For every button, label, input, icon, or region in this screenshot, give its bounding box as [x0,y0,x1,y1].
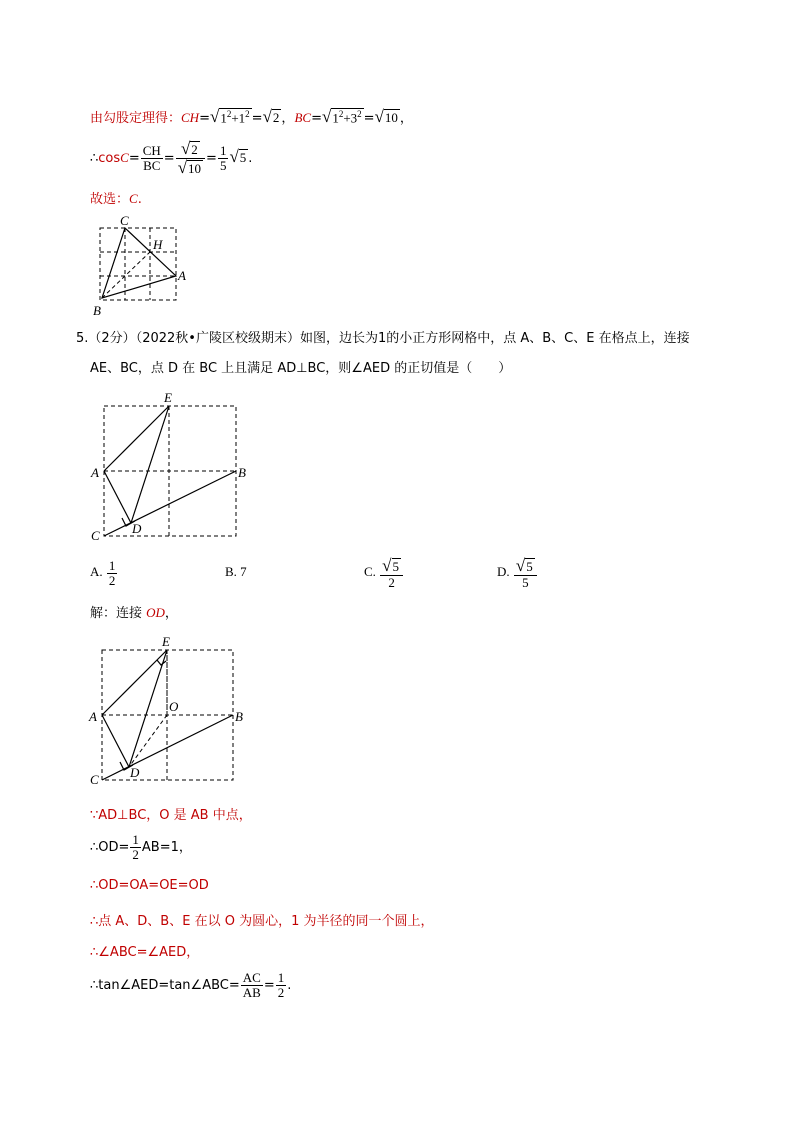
frac-denominator: 2 [388,574,395,590]
label-e: E [164,390,172,405]
label-b: B [235,709,243,724]
square-exp: 2 [357,108,362,119]
root-sign: √ [209,107,220,126]
answer-suffix: . [137,192,142,207]
cos-var: C [120,150,129,165]
option-c-label: C. [364,564,376,579]
plus-sign: + [231,110,239,125]
equals-sign: = [163,151,175,166]
solution-line-6 [90,966,291,1006]
period: . [248,151,253,166]
bc-result: 10 [384,110,398,125]
ch-term-1: 1 [220,110,227,125]
pythag-prefix: 由勾股定理得： [90,111,182,126]
frac-numerator: 1 [132,832,139,848]
frac-denominator: √10 [177,158,202,177]
one-fifth [218,144,229,172]
frac-denominator: 2 [132,847,139,862]
root-sign: √ [321,107,332,126]
option-c[interactable] [364,554,404,590]
label-d: D [132,521,142,536]
label-c: C [90,772,99,787]
label-d: D [130,765,140,780]
option-d-fraction [514,557,537,589]
frac-numerator: AC [242,970,261,986]
square-exp: 2 [338,108,344,119]
ac-over-ab [241,971,263,999]
period: . [287,978,292,993]
one-half [276,971,287,999]
root-fraction [176,140,205,177]
ch-radicand [219,108,251,126]
solution-line-4: ∴点 A、D、B、E 在以 O 为圆心，1 为半径的同一个圆上， [90,914,434,929]
label-a: A [91,465,99,480]
frac-numerator: √5 [380,557,403,576]
option-b-value: 7 [240,564,247,579]
solution-line-2 [90,828,192,868]
option-d[interactable] [497,554,538,590]
pythagorean-line [90,104,413,132]
question-source: （2022秋•广陵区校级期末） [135,331,300,346]
option-a[interactable] [90,554,118,590]
solution-line-1: ∵AD⊥BC，O 是 AB 中点， [90,808,252,823]
square-exp: 2 [245,108,250,119]
frac-numerator: 1 [277,970,285,986]
bc-radicand [331,108,363,126]
prev-answer [90,188,142,207]
label-c: C [120,213,129,228]
frac-denominator: 5 [219,158,227,173]
question-line-2 [90,357,511,376]
one-half [130,833,141,861]
ch-over-bc [141,144,163,172]
label-h: H [153,237,163,252]
frac-numerator: √5 [514,557,537,576]
question-score: （2分） [88,331,136,346]
equals-sign: = [251,111,263,126]
solution-intro-var: OD [146,605,165,620]
cos-line [90,137,252,179]
equals-sign: = [363,111,375,126]
solution-intro [90,602,178,621]
label-o: O [169,699,179,714]
answer-value: C [129,191,138,206]
ch-var: CH [181,110,200,125]
frac-numerator: √2 [176,140,205,159]
solution-line-3: ∴OD=OA=OE=OD [90,878,209,893]
comma: ， [281,111,295,126]
label-a: A [89,709,97,724]
question-text-2: AE、BC，点 D 在 BC 上且满足 AD⊥BC，则∠AED 的正切值是（ ） [90,361,512,376]
label-a: A [178,268,186,283]
frac-numerator: CH [142,143,161,159]
question-text-1: 如图，边长为1的小正方形网格中，点 A、B、C、E 在格点上，连接 [299,331,690,346]
cos-label: cos [98,151,121,166]
prev-figure [88,212,188,317]
question-number: 5. [76,331,89,346]
solution-figure [86,634,256,789]
frac-denominator: 5 [522,574,529,590]
solution-line-5: ∴∠ABC=∠AED， [90,945,200,960]
solution-intro-suffix: ， [164,606,178,621]
equals-sign: = [206,151,217,166]
label-c: C [91,528,100,543]
ch-result: 2 [272,110,280,125]
option-a-fraction [107,559,118,587]
option-d-label: D. [497,564,510,579]
bc-var: BC [294,110,312,125]
line6-prefix: ∴tan∠AED=tan∠ABC= [90,978,240,993]
frac-numerator: 1 [108,557,116,573]
solution-intro-prefix: 解：连接 [90,606,147,621]
comma: ， [399,111,413,126]
line2-prefix: ∴OD= [90,840,130,855]
question-figure [88,390,248,545]
frac-denominator: BC [143,158,161,173]
option-b-label: B. [225,564,237,579]
bc-term-2: 3 [350,110,358,125]
option-c-fraction [380,557,403,589]
plus-sign: + [343,110,351,125]
label-e: E [162,634,170,649]
frac-denominator: 2 [277,985,285,1000]
square-exp: 2 [226,108,232,119]
bc-term-1: 1 [332,110,339,125]
answer-prefix: 故选： [90,192,130,207]
question-line-1 [76,327,690,346]
root-sign: √ [229,147,239,166]
equals-sign: = [263,978,275,993]
option-a-label: A. [90,564,103,579]
frac-denominator: 2 [108,572,116,588]
equals-sign: = [311,111,322,126]
option-b[interactable] [225,554,247,590]
root-sign: √ [374,107,384,126]
frac-numerator: 1 [219,143,227,159]
label-b: B [93,303,101,318]
therefore-sign: ∴ [90,151,99,166]
line2-suffix: AB=1， [141,840,192,855]
equals-sign: = [199,111,210,126]
root-sign: √ [262,107,272,126]
frac-denominator: AB [242,985,261,1000]
label-b: B [238,465,246,480]
equals-sign: = [128,151,140,166]
root-5: 5 [239,150,247,165]
ch-term-2: 1 [238,110,246,125]
